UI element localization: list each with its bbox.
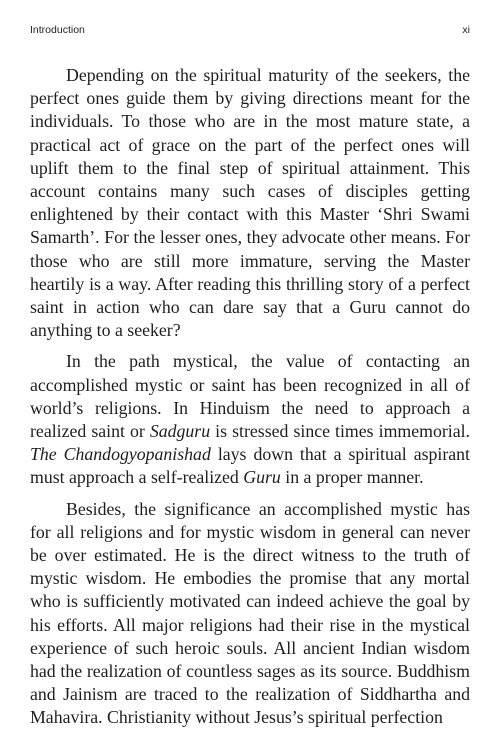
paragraph-2-text-d: in a proper manner. <box>280 467 424 488</box>
paragraph-2-text-a: In the path mystical, the value of contacting an accomplished mystic or saint has been recognized in all of world’s religions. In Hinduism the need to approach a realized saint or <box>30 351 470 442</box>
section-title: Introduction <box>30 24 85 36</box>
term-guru: Guru <box>243 467 281 488</box>
body-text <box>30 64 470 738</box>
paragraph-1: Depending on the spiritual maturity of the seekers, the perfect ones guide them by giving directions meant for the individuals. To those who are in the most mature state, a practical act of grace on the part of the perfect ones will uplift them to the final step of spiritual attainment. This account contains many such cases of disciples getting enlightened by their contact with this Master ‘Shri Swami Samarth’. For the lesser ones, they advocate other means. For those who are still more immature, serving the Master heartily is a way. After reading this thrilling story of a perfect saint in action who can dare say that a Guru cannot do anything to a seeker? <box>30 65 470 341</box>
paragraph-2-text-b: is stressed since times immemorial. <box>210 421 470 442</box>
term-sadguru: Sadguru <box>149 421 211 442</box>
running-head <box>30 24 470 40</box>
paragraph-3: Besides, the significance an accomplished mystic has for all religions and for mystic wisdom in general can never be over estimated. He is the direct witness to the truth of mystic wisdom. He embodies the promise that any mortal who is sufficiently motivated can indeed achieve the goal by his efforts. All major religions had their rise in the mystical experience of such heroic souls. All ancient Indian wisdom had the realization of countless sages as its source. Buddhism and Jainism are traced to the realization of Siddhartha and Mahavira. Christianity without Jesus’s spiritual perfection <box>30 498 470 728</box>
book-title-chandogyopanishad: The Chandogyopanishad <box>30 444 211 465</box>
paragraph-2 <box>30 350 470 489</box>
paragraph-2-text-c: lays down that a spiritual aspirant must approach a self-realized <box>30 444 470 488</box>
page-number: xi <box>462 24 470 36</box>
